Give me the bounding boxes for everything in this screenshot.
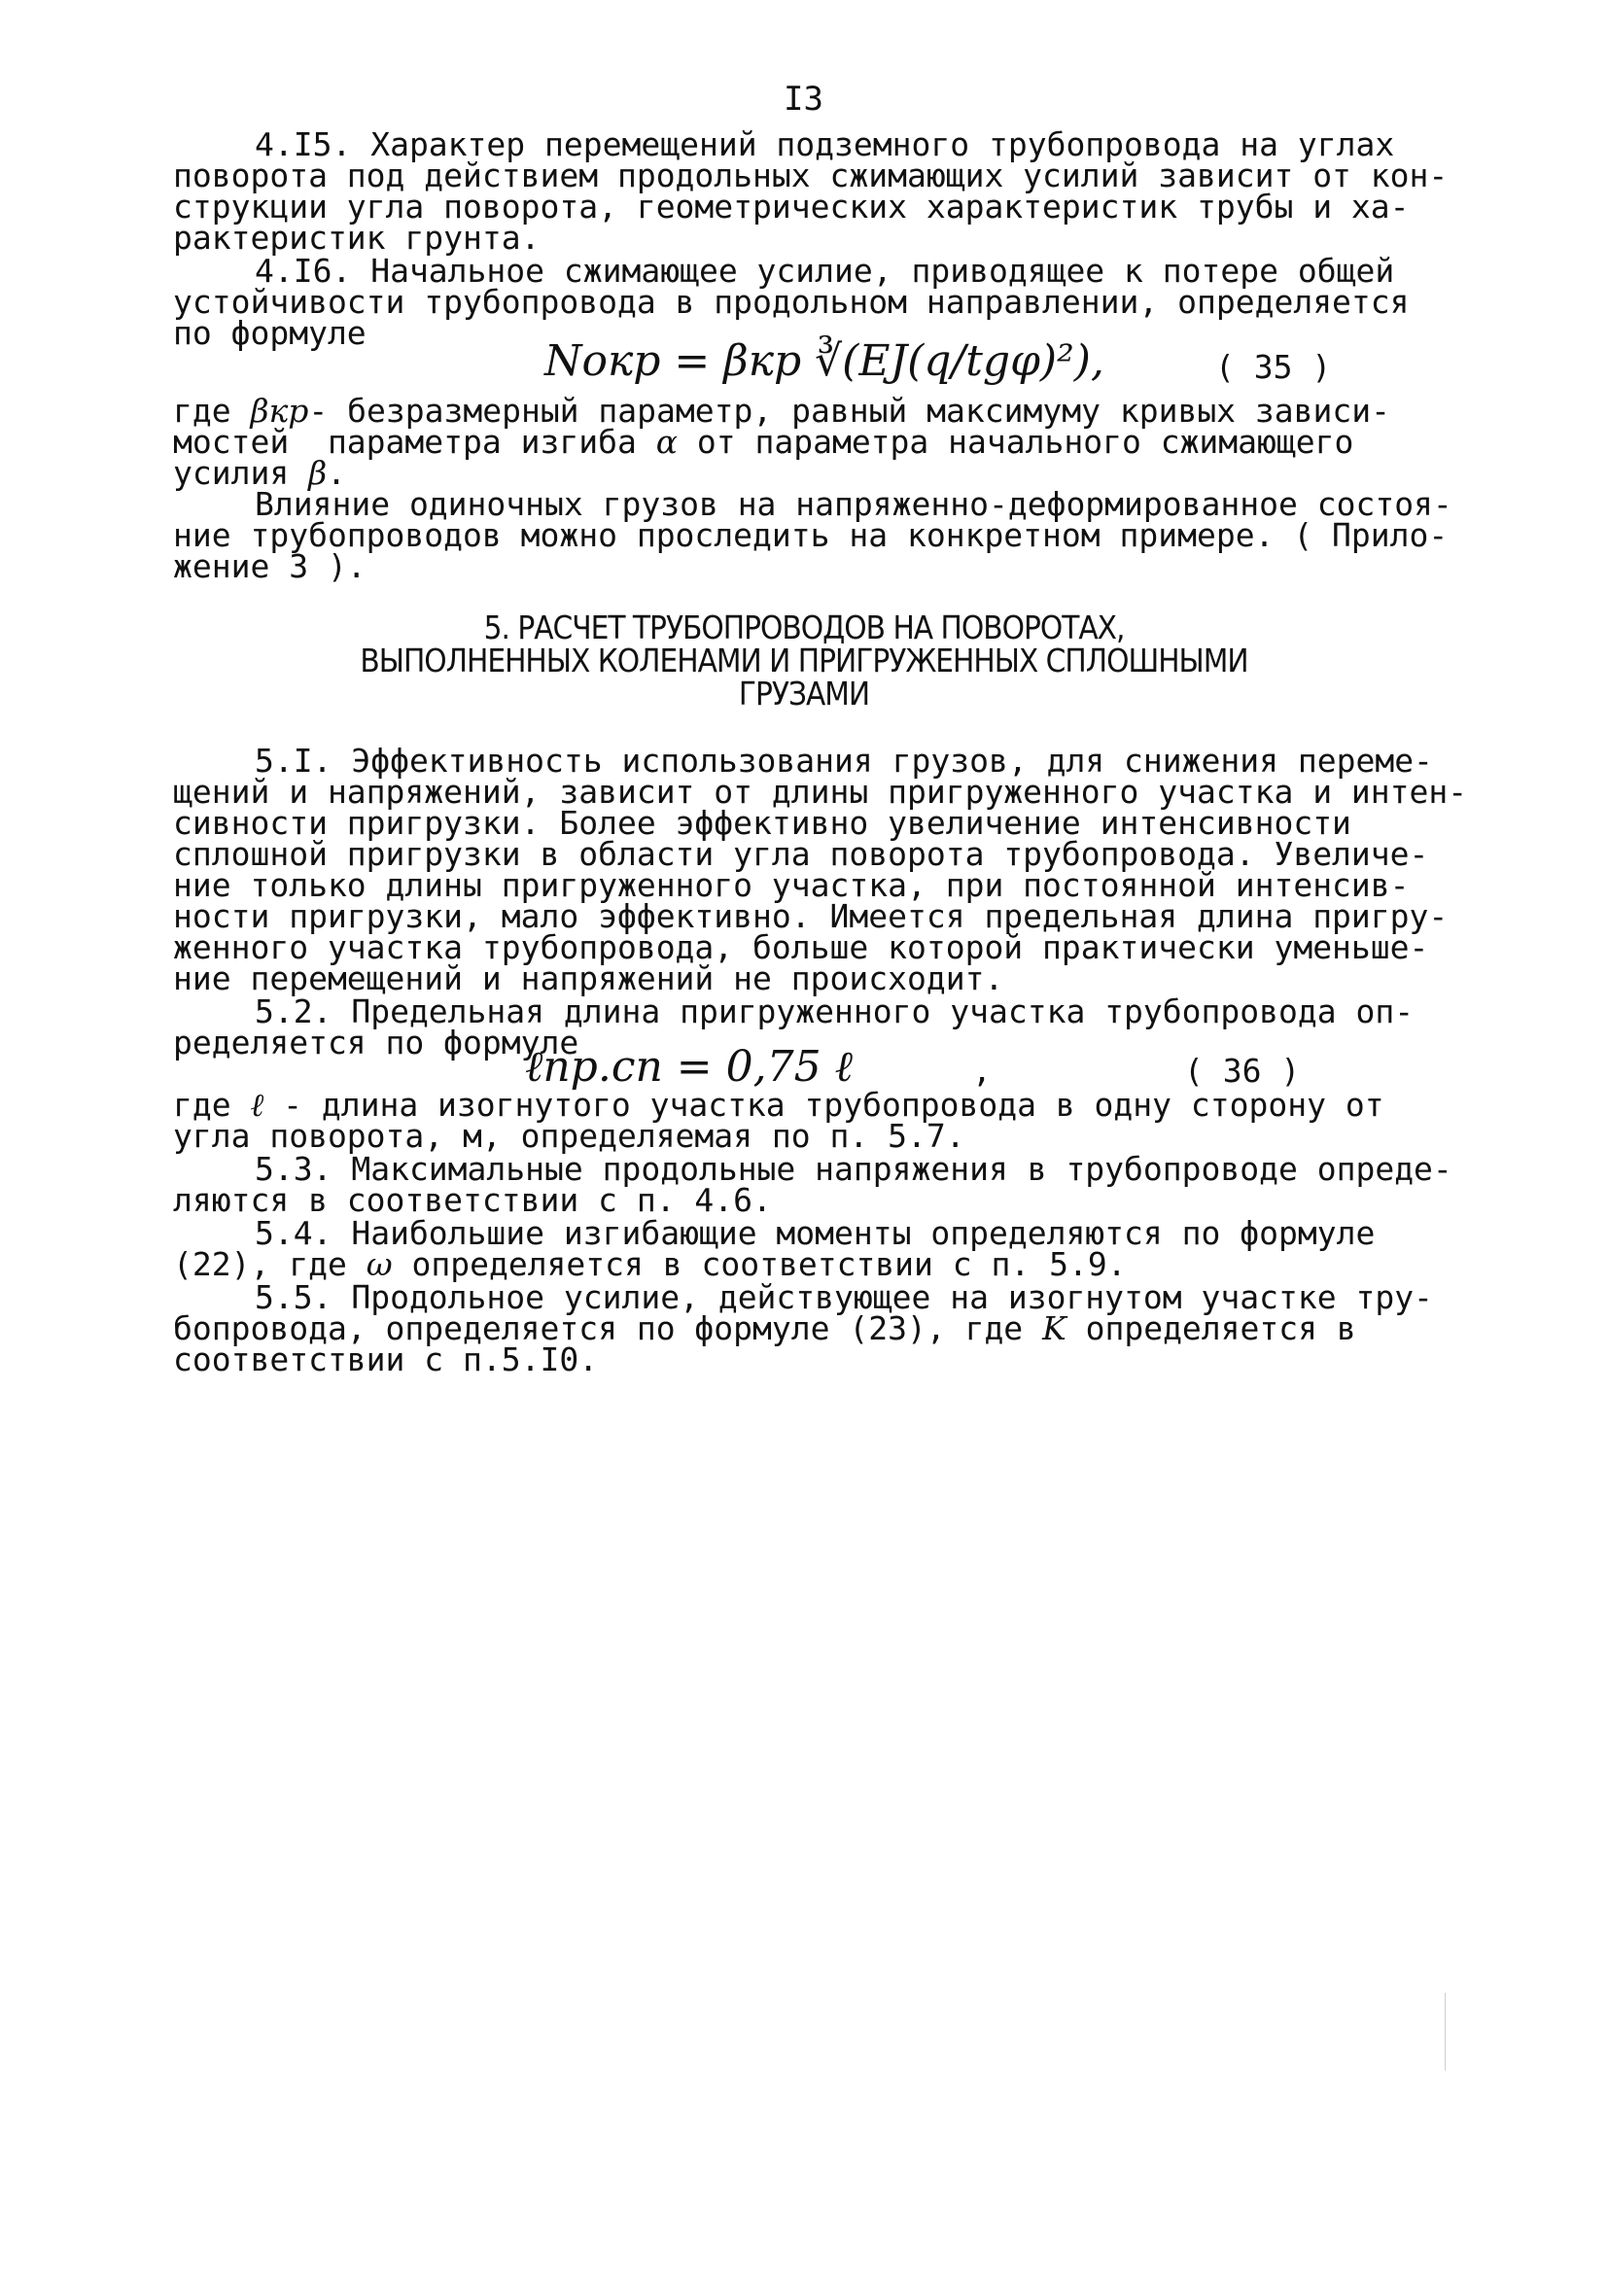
p51-line-4: сплошной пригрузки в области угла поворота трубопровода. Увеличе- [173,835,1429,873]
p54-line-2-b: определяется в соответствии с п. 5.9. [411,1245,1127,1283]
p416-line-1: 4.I6. Начальное сжимающее усилие, приводящее к потере общей [255,252,1395,290]
p53-line-2: ляются в соответствии с п. 4.6. [173,1181,772,1219]
p51-line-7: женного участка трубопровода, больше которой практически уменьше- [173,928,1429,966]
p54-line-1: 5.4. Наибольшие изгибающие моменты определяются по формуле [255,1214,1376,1252]
where35-line-3-a: усилия [173,454,290,492]
alpha-symbol: α [655,423,678,461]
p51-line-2: щений и напряжений, зависит от длины пригруженного участка и интен- [173,773,1468,811]
p416-line-2: устойчивости трубопровода в продольном направлении, определяется [173,283,1410,321]
p54-line-2-a: (22), где [173,1245,347,1283]
where36-line-2: угла поворота, м, определяемая по п. 5.7. [173,1117,965,1155]
p416-line-3: по формуле [173,314,367,352]
p52-line-2: ределяется по формуле [173,1024,579,1061]
section-5-heading-line-3: ГРУЗАМИ [738,675,870,713]
where35-line-2-b: от параметра начального сжимающего [696,423,1354,461]
page-number: I3 [784,80,823,119]
p415-line-2: поворота под действием продольных сжимающих усилий зависит от кон- [173,157,1449,194]
p51-line-5: ние только длины пригруженного участка, при постоянной интенсив- [173,866,1410,904]
p55-line-3: соответствии с п.5.I0. [173,1340,599,1378]
scan-artifact [1445,1993,1446,2070]
p54-line-2 [173,1245,1127,1283]
p53-line-1: 5.3. Максимальные продольные напряжения в трубопроводе опреде- [255,1150,1452,1188]
p415-line-4: рактеристик грунта. [173,219,541,257]
formula-36-comma: , [972,1052,992,1090]
p52-line-1: 5.2. Предельная длина пригруженного участка трубопровода оп- [255,992,1415,1030]
where35-prefix: где [173,392,231,430]
p415-line-1: 4.I5. Характер перемещений подземного трубопровода на углах [255,125,1395,163]
formula-36-number: ( 36 ) [1184,1052,1301,1090]
p51-line-8: ние перемещений и напряжений не происходит. [173,959,1004,997]
section-5-heading-line-1: 5. РАСЧЕТ ТРУБОПРОВОДОВ НА ПОВОРОТАХ, [483,609,1125,646]
formula-35-number: ( 35 ) [1215,348,1332,386]
p415-line-3: струкции угла поворота, геометрических характеристик трубы и ха- [173,188,1410,226]
formula-36: ℓпр.сп = 0,75 ℓ [525,1042,853,1092]
p55-line-2-b: определяется в [1085,1309,1356,1347]
p51-line-6: ности пригрузки, мало эффективно. Имеется предельная длина пригру- [173,897,1449,935]
where36-line-1-rest: - длина изогнутого участка трубопровода в одну сторону от [283,1086,1384,1124]
section-5-heading-line-2: ВЫПОЛНЕННЫХ КОЛЕНАМИ И ПРИГРУЖЕННЫХ СПЛОШНЫМИ [360,642,1248,679]
beta-symbol: β [308,454,328,492]
beta-kr-symbol: βкр [250,392,309,430]
where36-prefix: где [173,1086,231,1124]
influence-line-3: жение 3 ). [173,547,367,585]
influence-line-2: ние трубопроводов можно проследить на конкретном примере. ( Прило- [173,516,1449,554]
where35-line-2 [173,423,1354,461]
influence-line-1: Влияние одиночных грузов на напряженно-деформированное состоя- [255,485,1452,523]
where35-line-1-rest: - безразмерный параметр, равный максимуму кривых зависи- [308,392,1390,430]
k-symbol: K [1042,1309,1066,1347]
p51-line-1: 5.I. Эффективность использования грузов, для снижения переме- [255,742,1433,780]
formula-35: Nокр = βкр ∛(EJ(q/tgφ)²), [544,336,1104,386]
where35-line-3-end: . [327,454,347,492]
l-symbol: ℓ [250,1086,264,1124]
p55-line-1: 5.5. Продольное усилие, действующее на изогнутом участке тру- [255,1278,1433,1316]
where35-line-2-a: мостей параметра изгиба [173,423,637,461]
p51-line-3: сивности пригрузки. Более эффективно увеличение интенсивности [173,804,1351,842]
omega-symbol: ω [366,1245,393,1283]
p55-line-2-a: бопровода, определяется по формуле (23), где [173,1309,1024,1347]
